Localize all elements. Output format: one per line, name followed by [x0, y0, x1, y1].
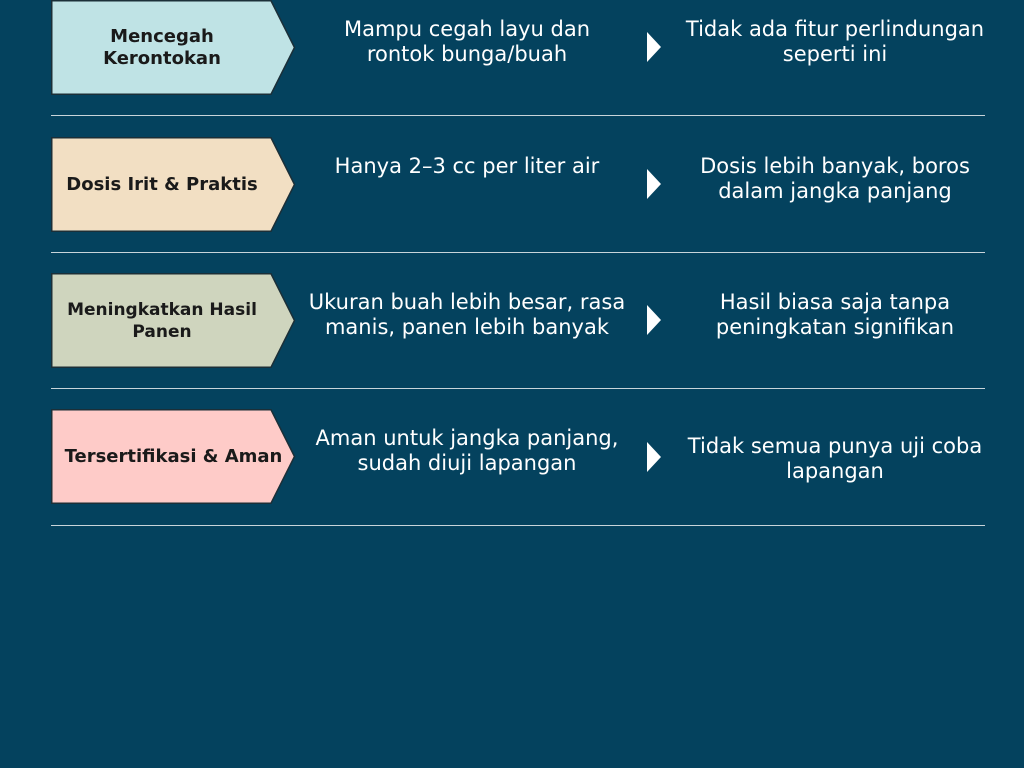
feature-label: Meningkatkan Hasil Panen	[67, 299, 257, 342]
feature-label: Dosis Irit & Praktis	[66, 173, 258, 195]
benefit-text: Ukuran buah lebih besar, rasa manis, panen lebih banyak	[308, 290, 626, 339]
row-divider	[51, 252, 985, 253]
arrow-right-icon	[647, 169, 661, 199]
comparison-text: Tidak ada fitur perlindungan seperti ini	[685, 17, 985, 66]
feature-tag	[51, 0, 296, 95]
arrow-right-icon	[647, 305, 661, 335]
feature-tag	[51, 409, 296, 504]
comparison-row	[0, 273, 1024, 368]
feature-label: Tersertifikasi & Aman	[64, 445, 283, 467]
comparison-row	[0, 137, 1024, 232]
feature-tag	[51, 273, 296, 368]
comparison-text: Dosis lebih banyak, boros dalam jangka panjang	[700, 154, 970, 203]
benefit-text: Aman untuk jangka panjang, sudah diuji lapangan	[315, 426, 619, 475]
arrow-right-icon	[647, 32, 661, 62]
comparison-row	[0, 0, 1024, 95]
arrow-right-icon	[647, 442, 661, 472]
comparison-text: Tidak semua punya uji coba lapangan	[687, 434, 983, 483]
benefit-text: Mampu cegah layu dan rontok bunga/buah	[343, 17, 591, 66]
comparison-text: Hasil biasa saja tanpa peningkatan signifikan	[715, 290, 955, 339]
row-divider	[51, 525, 985, 526]
row-divider	[51, 388, 985, 389]
feature-tag	[51, 137, 296, 232]
comparison-row	[0, 409, 1024, 504]
feature-label: Mencegah Kerontokan	[103, 25, 221, 69]
row-divider	[51, 115, 985, 116]
benefit-text: Hanya 2–3 cc per liter air	[334, 154, 600, 178]
